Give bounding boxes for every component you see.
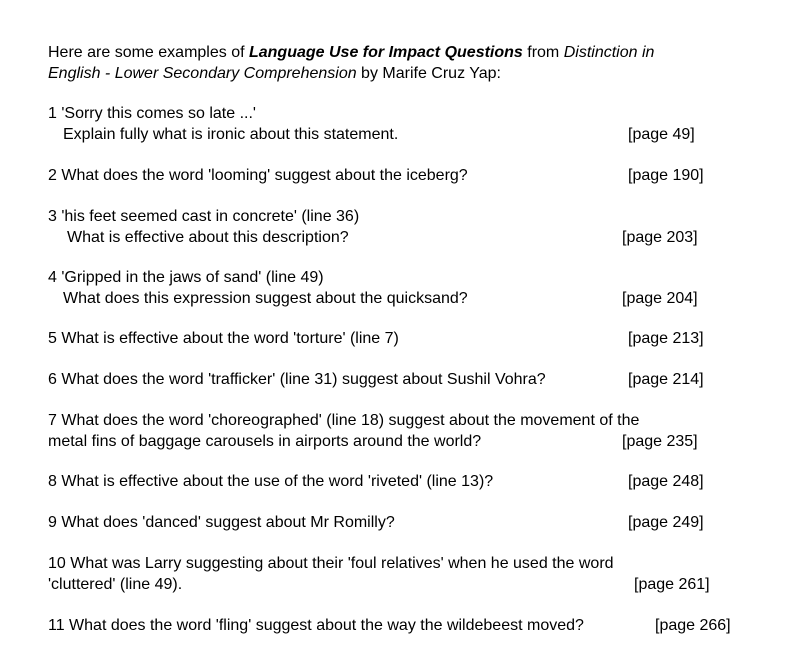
question-2-page-ref: [page 190] — [628, 167, 704, 184]
intro-line-1 — [48, 43, 654, 63]
question-6-page-ref: [page 214] — [628, 371, 704, 388]
question-4-line-2: What does this expression suggest about the quicksand? — [63, 290, 468, 307]
intro-line-2 — [48, 64, 501, 84]
question-9-page-ref: [page 249] — [628, 514, 704, 531]
question-8-page-ref: [page 248] — [628, 473, 704, 490]
question-3-line-1: 3 'his feet seemed cast in concrete' (line 36) — [48, 208, 360, 225]
question-4-line-1: 4 'Gripped in the jaws of sand' (line 49) — [48, 269, 324, 286]
question-3-line-2: What is effective about this description? — [67, 229, 349, 246]
intro-book-italic-2: English - Lower Secondary Comprehension — [48, 65, 357, 82]
intro-author-text: by Marife Cruz Yap: — [356, 65, 501, 82]
question-1-line-2: Explain fully what is ironic about this statement. — [63, 126, 399, 143]
intro-from-text: from — [522, 44, 564, 61]
question-7-line-2: metal fins of baggage carousels in airports around the world? — [48, 433, 482, 450]
question-9-line-1: 9 What does 'danced' suggest about Mr Romilly? — [48, 514, 395, 531]
question-6-line-1: 6 What does the word 'trafficker' (line 31) suggest about Sushil Vohra? — [48, 371, 546, 388]
question-2-line-1: 2 What does the word 'looming' suggest about the iceberg? — [48, 167, 468, 184]
intro-bold-title: Language Use for Impact Questions — [248, 44, 523, 61]
question-8-line-1: 8 What is effective about the use of the word 'riveted' (line 13)? — [48, 473, 494, 490]
question-11-page-ref: [page 266] — [655, 617, 731, 634]
question-7-page-ref: [page 235] — [622, 433, 698, 450]
question-11-line-1: 11 What does the word 'fling' suggest about the way the wildebeest moved? — [48, 617, 584, 634]
question-4-page-ref: [page 204] — [622, 290, 698, 307]
intro-prefix: Here are some examples of — [48, 44, 249, 61]
question-1-line-1: 1 'Sorry this comes so late ...' — [48, 105, 256, 122]
question-5-page-ref: [page 213] — [628, 330, 704, 347]
question-3-page-ref: [page 203] — [622, 229, 698, 246]
question-5-line-1: 5 What is effective about the word 'torture' (line 7) — [48, 330, 399, 347]
question-1-page-ref: [page 49] — [628, 126, 695, 143]
question-10-line-2: 'cluttered' (line 49). — [48, 576, 183, 593]
question-7-line-1: 7 What does the word 'choreographed' (line 18) suggest about the movement of the — [48, 412, 640, 429]
question-10-line-1: 10 What was Larry suggesting about their 'foul relatives' when he used the word — [48, 555, 614, 572]
intro-book-italic-1: Distinction in — [563, 44, 655, 61]
question-10-page-ref: [page 261] — [634, 576, 710, 593]
